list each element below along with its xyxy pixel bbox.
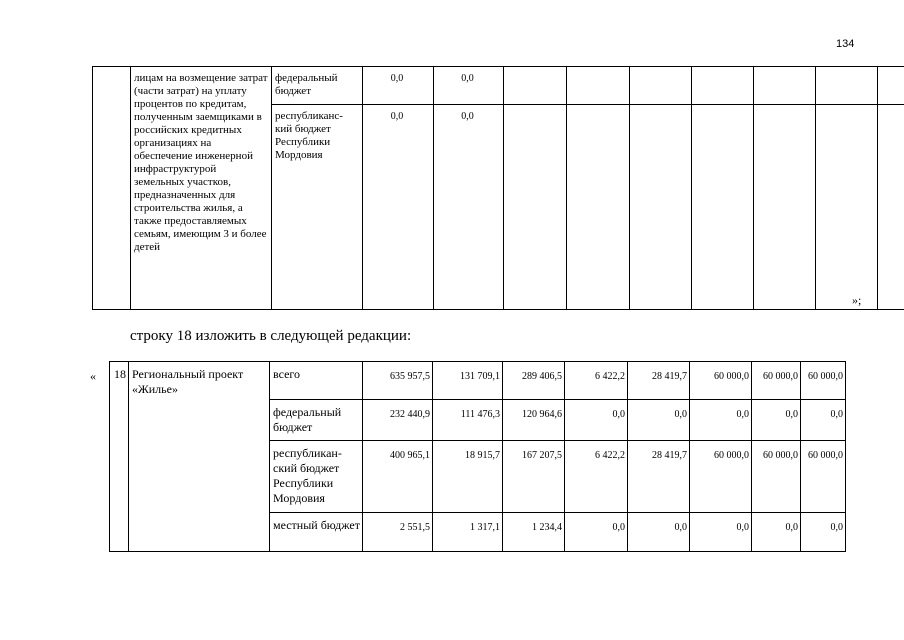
project-title: Региональный проект «Жилье» (129, 362, 270, 552)
row-number-cell (93, 67, 131, 310)
value-cell: 60 000,0 (752, 362, 801, 400)
value-cell: 60 000,0 (690, 441, 752, 513)
empty-cell (630, 67, 692, 105)
opening-quote: « (90, 369, 96, 383)
value-cell: 2 551,5 (363, 513, 433, 552)
funding-source: всего (270, 362, 363, 400)
value-cell: 0,0 (434, 105, 504, 310)
value-cell: 60 000,0 (752, 441, 801, 513)
empty-cell (878, 67, 904, 105)
value-cell: 0,0 (801, 513, 846, 552)
value-cell: 0,0 (628, 513, 690, 552)
value-cell: 0,0 (434, 67, 504, 105)
value-cell: 131 709,1 (433, 362, 503, 400)
empty-cell (816, 105, 878, 310)
empty-cell (504, 67, 567, 105)
value-cell: 0,0 (690, 400, 752, 441)
value-cell: 60 000,0 (690, 362, 752, 400)
value-cell: 0,0 (752, 513, 801, 552)
closing-quote: »; (852, 293, 862, 307)
value-cell: 0,0 (752, 400, 801, 441)
value-cell: 0,0 (801, 400, 846, 441)
value-cell: 289 406,5 (503, 362, 565, 400)
value-cell: 60 000,0 (801, 441, 846, 513)
value-cell: 0,0 (690, 513, 752, 552)
value-cell: 6 422,2 (565, 362, 628, 400)
empty-cell (567, 105, 630, 310)
funding-source: федеральный бюджет (270, 400, 363, 441)
empty-cell (504, 105, 567, 310)
funding-source: республикан-ский бюджет Республики Мордовия (270, 441, 363, 513)
value-cell: 167 207,5 (503, 441, 565, 513)
instruction-text: строку 18 изложить в следующей редакции: (130, 328, 412, 344)
value-cell: 232 440,9 (363, 400, 433, 441)
value-cell: 0,0 (565, 513, 628, 552)
value-cell: 18 915,7 (433, 441, 503, 513)
value-cell: 400 965,1 (363, 441, 433, 513)
empty-cell (754, 67, 816, 105)
row-number: 18 (110, 362, 129, 552)
value-cell: 6 422,2 (565, 441, 628, 513)
funding-source: федеральный бюджет (272, 67, 363, 105)
value-cell: 120 964,6 (503, 400, 565, 441)
funding-source: республиканс-кий бюджет Республики Мордовия (272, 105, 363, 310)
empty-cell (630, 105, 692, 310)
empty-cell (816, 67, 878, 105)
row-18-table (109, 361, 846, 552)
empty-cell (567, 67, 630, 105)
empty-cell (878, 105, 904, 310)
value-cell: 28 419,7 (628, 362, 690, 400)
page-number: 134 (836, 38, 855, 50)
value-cell: 0,0 (363, 67, 434, 105)
funding-source: местный бюджет (270, 513, 363, 552)
empty-cell (692, 67, 754, 105)
value-cell: 60 000,0 (801, 362, 846, 400)
value-cell: 1 234,4 (503, 513, 565, 552)
value-cell: 1 317,1 (433, 513, 503, 552)
measure-description: лицам на возмещение затрат (части затрат) на уплату процентов по кредитам, полученным заемщиками в российских кредитных организациях на обеспечение инженерной инфраструктурой земельных участков, предназначенных для строительства жилья, а также предоставляемых семьям, имеющим 3 и более детей (131, 67, 272, 310)
value-cell: 0,0 (565, 400, 628, 441)
value-cell: 111 476,3 (433, 400, 503, 441)
empty-cell (692, 105, 754, 310)
continuation-table (92, 66, 904, 310)
empty-cell (754, 105, 816, 310)
value-cell: 635 957,5 (363, 362, 433, 400)
value-cell: 28 419,7 (628, 441, 690, 513)
value-cell: 0,0 (628, 400, 690, 441)
value-cell: 0,0 (363, 105, 434, 310)
